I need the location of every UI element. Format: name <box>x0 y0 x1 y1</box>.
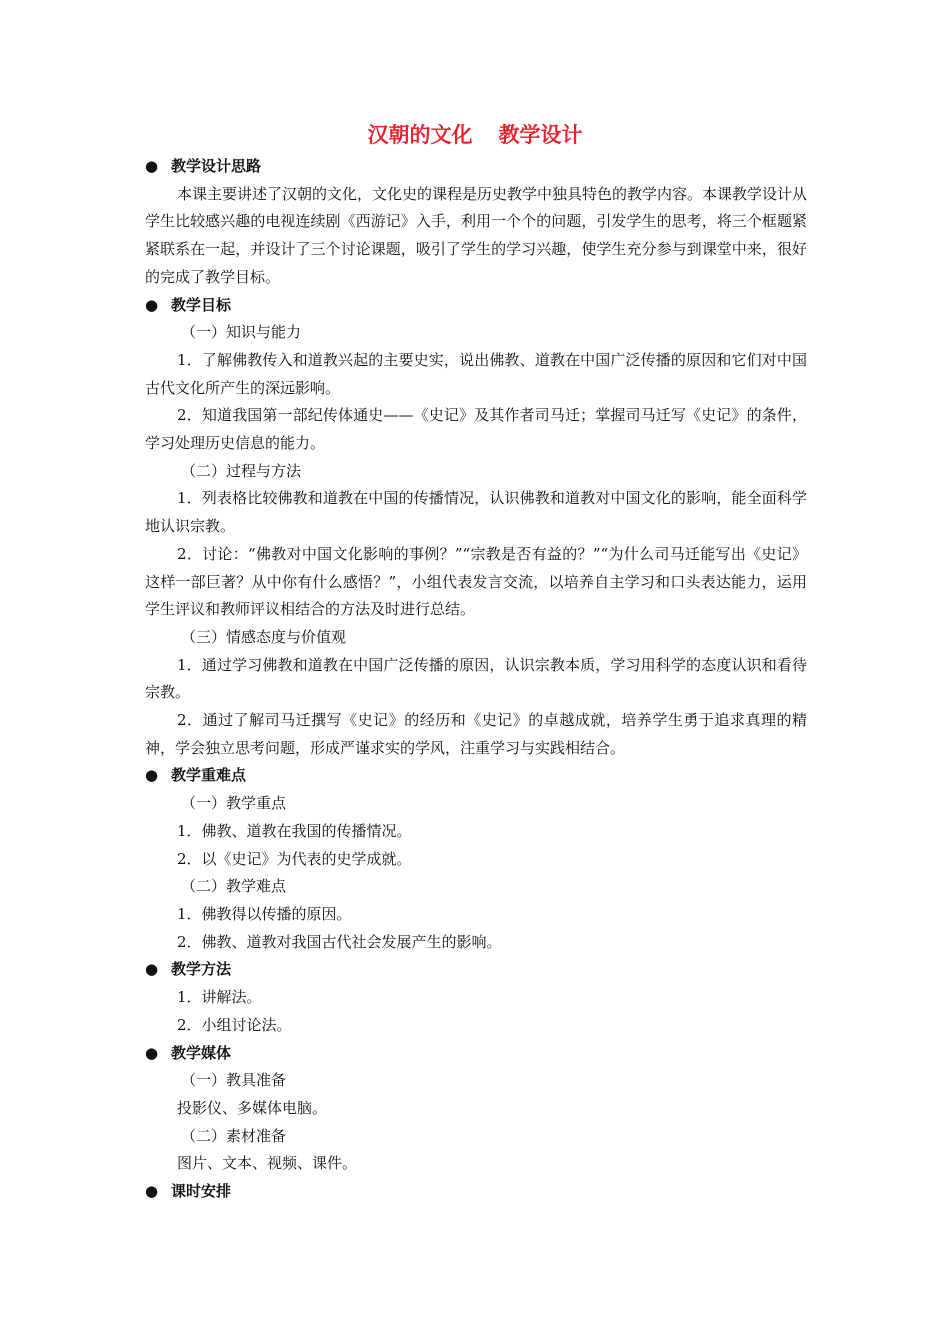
goal-item: 1．了解佛教传入和道教兴起的主要史实，说出佛教、道教在中国广泛传播的原因和它们对中国古代文化所产生的深远影响。 <box>145 350 807 397</box>
subheading-values: （三）情感态度与价值观 <box>181 627 347 646</box>
keypoint-item: 1．佛教、道教在我国的传播情况。 <box>177 821 412 840</box>
section-heading-keypoints: ● 教学重难点 <box>145 762 807 790</box>
goal-item: 2．讨论：“佛教对中国文化影响的事例？”“宗教是否有益的？”“为什么司马迁能写出《史记》这样一部巨著？从中你有什么感悟？”，小组代表发言交流，以培养自主学习和口头表达能力，运用学生评议和教师评议相结合的方法及时进行总结。 <box>145 544 807 619</box>
design-paragraph: 本课主要讲述了汉朝的文化，文化史的课程是历史教学中独具特色的教学内容。本课教学设计从学生比较感兴趣的电视连续剧《西游记》入手，利用一个个的问题，引发学生的思考，将三个框题紧紧联系在一起，并设计了三个讨论课题，吸引了学生的学习兴趣，使学生充分参与到课堂中来，很好的完成了教学目标。 <box>145 184 808 286</box>
tools-text: 投影仪、多媒体电脑。 <box>177 1098 328 1117</box>
method-item: 2．小组讨论法。 <box>177 1015 292 1034</box>
keypoint-item: 2．以《史记》为代表的史学成就。 <box>177 849 412 868</box>
goal-item: 2．知道我国第一部纪传体通史——《史记》及其作者司马迁；掌握司马迁写《史记》的条件，学习处理历史信息的能力。 <box>145 406 807 453</box>
document-title <box>0 120 950 150</box>
bullet-icon: ● <box>145 1182 159 1201</box>
subheading-difficult: （二）教学难点 <box>181 877 287 896</box>
materials-text: 图片、文本、视频、课件。 <box>177 1154 358 1173</box>
bullet-icon: ● <box>145 766 159 785</box>
difficulty-item: 1．佛教得以传播的原因。 <box>177 904 352 923</box>
goal-item: 1．通过学习佛教和道教在中国广泛传播的原因，认识宗教本质，学习用科学的态度认识和看待宗教。 <box>145 655 807 702</box>
subheading-process: （二）过程与方法 <box>181 461 302 480</box>
section-heading-design: ● 教学设计思路 <box>145 153 807 181</box>
subheading-materials: （二）素材准备 <box>181 1126 287 1145</box>
section-heading-goals: ● 教学目标 <box>145 292 807 320</box>
title-sub: 教学设计 <box>498 123 583 147</box>
goal-item: 2．通过了解司马迁撰写《史记》的经历和《史记》的卓越成就，培养学生勇于追求真理的精神，学会独立思考问题，形成严谨求实的学风，注重学习与实践相结合。 <box>145 711 807 757</box>
section-heading-media: ● 教学媒体 <box>145 1040 807 1068</box>
bullet-icon: ● <box>145 295 159 314</box>
subheading-key: （一）教学重点 <box>181 794 287 813</box>
section-heading-schedule: ● 课时安排 <box>145 1178 807 1206</box>
difficulty-item: 2．佛教、道教对我国古代社会发展产生的影响。 <box>177 932 502 951</box>
bullet-icon: ● <box>145 960 159 979</box>
method-item: 1．讲解法。 <box>177 988 262 1007</box>
bullet-icon: ● <box>145 157 159 175</box>
title-main: 汉朝的文化 <box>367 123 473 147</box>
document-body <box>145 153 807 1206</box>
subheading-knowledge: （一）知识与能力 <box>181 323 302 342</box>
section-heading-methods: ● 教学方法 <box>145 956 807 984</box>
subheading-tools: （一）教具准备 <box>181 1071 287 1090</box>
bullet-icon: ● <box>145 1043 159 1062</box>
goal-item: 1．列表格比较佛教和道教在中国的传播情况，认识佛教和道教对中国文化的影响，能全面科学地认识宗教。 <box>145 489 807 536</box>
